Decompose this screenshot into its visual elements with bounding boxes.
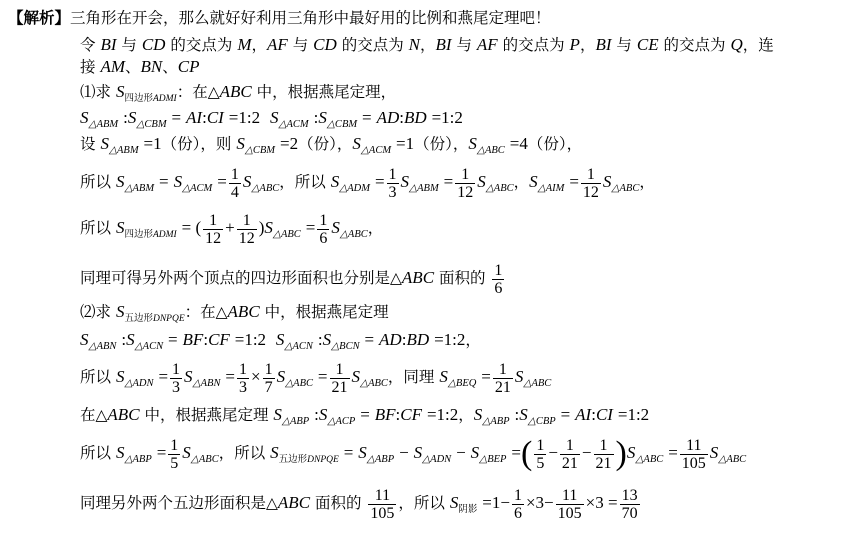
setup-line-2: 接 AM、BN、CP [80,57,200,76]
analysis-header: 【解析】 [8,9,71,27]
part2-in-abc-line: 在△ABC 中，根据燕尾定理 $S_{\triangle ABP}$ $:S_{\triangle ACP}$ = BF:CF =1:2，$S_{\triangle ABP}$ $:S_{\triangle CBP}$ = AI:CI =1:2 [80,405,650,427]
part1-assume-line: 设 $S_{\triangle ABM} =1$（份），则 $S_{\triangle CBM} =2$（份），$S_{\triangle ACM} =1$（份），$S_{\triangle ABC} =4$（份）， [80,134,583,156]
intro-line [8,8,551,28]
part1-so1-line: 所以 $S_{\triangle ABM} = S_{\triangle ACM}$ = $\frac{1}{4}$ $S_{\triangle ABC}$，所以 $S_{\triangle ADM}$ = $\frac{1}{3}$ $S_{\triangle ABM}$ = $\frac{1}{12}$ $S_{\triangle ABC}$，$S_{\triangle AIM}$ = $\frac{1}{12}$ $S_{\triangle ABC}$， [80,165,655,201]
part2-so2-line: 所以 $S_{\triangle ABP}$ = $\frac{1}{5}$ $S_{\triangle ABC}$，所以 $S_{五边形DNPQE} = S_{\triangle ABP} - S_{\triangle ADN} - S_{\triangle BEP}$ =( $\frac{1}{5}$ − $\frac{1}{21}$ − $\frac{1}{21}$ )$S_{\triangle ABC}$ = $\frac{11}{105}$ $S_{\triangle ABC}$ [80,435,747,472]
part1-same-line: 同理可得另外两个顶点的四边形面积也分别是△ABC 面积的 $\frac{1}{6}$ [80,261,503,297]
part1-heading: ⑴求 $S_{四边形ADMI}$：在△ABC 中，根据燕尾定理， [80,82,397,104]
setup-line-1: 令 BI 与 CD 的交点为 M，AF 与 CD 的交点为 N，BI 与 AF 的交点为 P，BI 与 CE 的交点为 Q，连 [80,35,774,54]
intro-text: 三角形在开会，那么就好好利用三角形中最好用的比例和燕尾定理吧！ [70,9,551,27]
part2-ratio-line: $S_{\triangle ABN}$ $:S_{\triangle ACN}$ = BF:CF =1:2 $S_{\triangle ACN}$ $:S_{\triangle BCN}$ = AD:BD =1:2， [80,330,481,352]
part1-ratio-line: $S_{\triangle ABM}$ $:S_{\triangle CBM}$ = AI:CI =1:2 $S_{\triangle ACM}$ $:S_{\triangle CBM}$ = AD:BD =1:2 [80,108,463,130]
part2-heading: ⑵求 $S_{五边形DNPQE}$：在△ABC 中，根据燕尾定理 [80,302,389,324]
part2-so1-line: 所以 $S_{\triangle ADN}$ = $\frac{1}{3}$ $S_{\triangle ABN}$ = $\frac{1}{3}$ × $\frac{1}{7}$ $S_{\triangle ABC}$ = $\frac{1}{21}$ $S_{\triangle ABC}$，同理 $S_{\triangle BEQ}$ = $\frac{1}{21}$ $S_{\triangle ABC}$ [80,360,552,396]
part2-final-line: 同理另外两个五边形面积是△ABC 面积的 $\frac{11}{105}$ ，所以 $S_{阴影} =1-$ $\frac{1}{6}$ ×3− $\frac{11}{105}$ ×3 = $\frac{13}{70}$ [80,486,638,522]
part1-so2-line: 所以 $S_{四边形ADMI}$ = ( $\frac{1}{12}$ + $\frac{1}{12}$ )$S_{\triangle ABC}$ = $\frac{1}{6}$ $S_{\triangle ABC}$， [80,211,384,247]
